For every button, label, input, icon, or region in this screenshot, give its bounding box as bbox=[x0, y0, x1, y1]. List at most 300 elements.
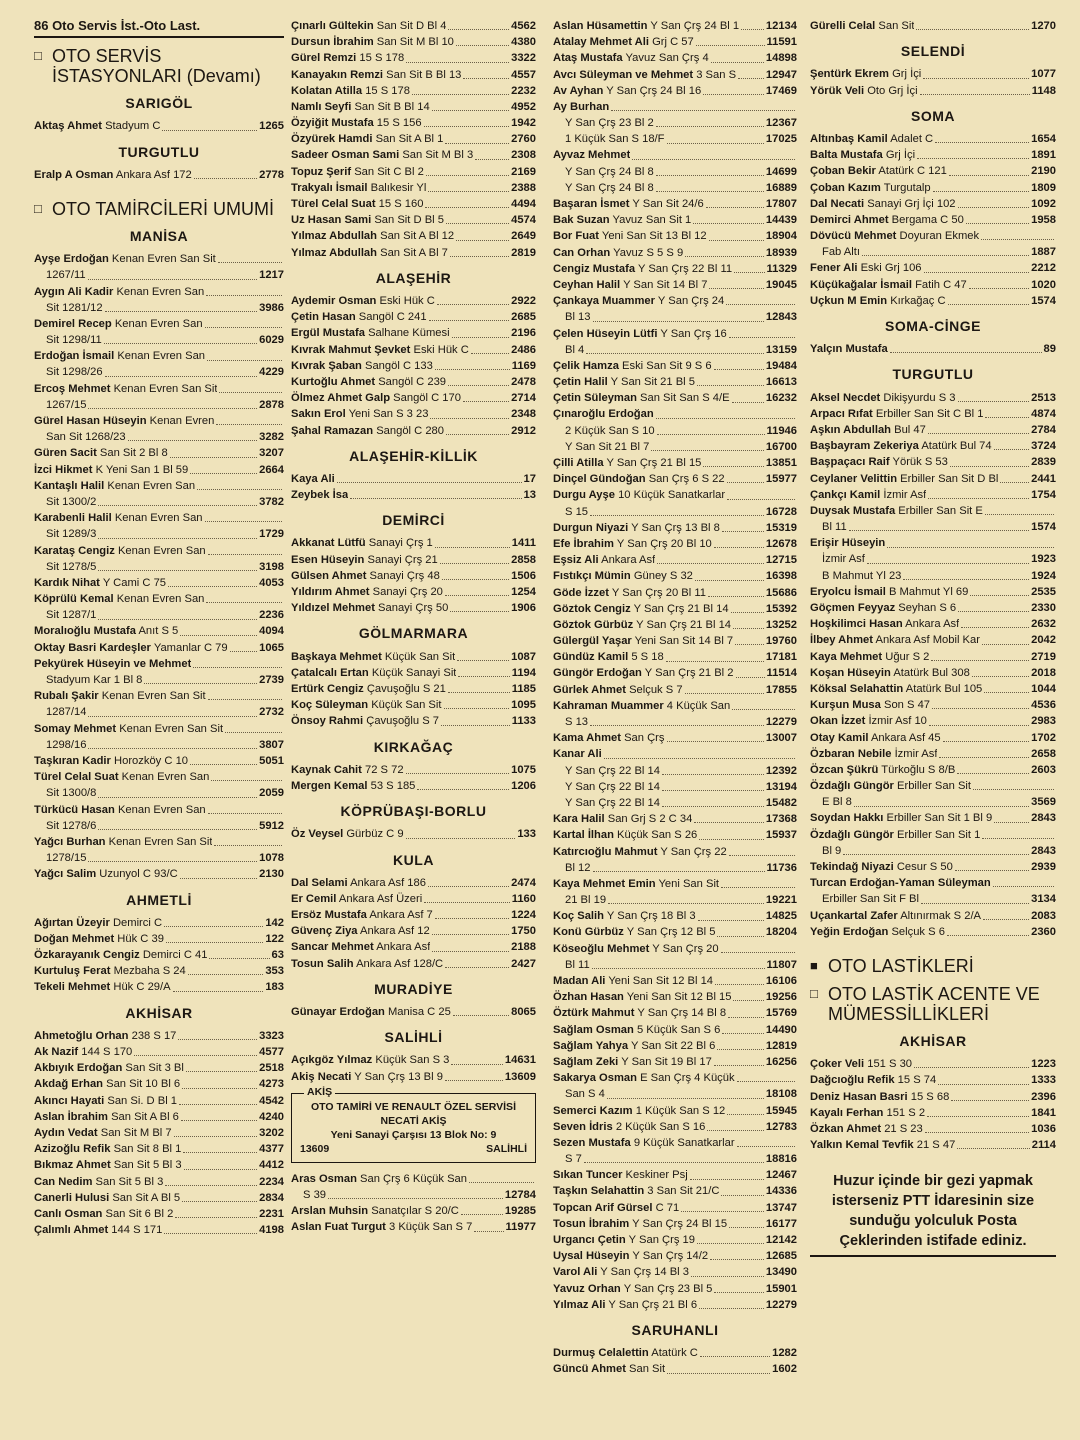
list-item bbox=[553, 957, 797, 973]
dot-leader bbox=[181, 1120, 257, 1121]
entry-address: Sit 1287/1 bbox=[46, 609, 97, 622]
entry-text bbox=[34, 915, 162, 931]
list-item bbox=[810, 390, 1056, 406]
phone-number: 1265 bbox=[259, 120, 284, 133]
phone-number: 2719 bbox=[1031, 650, 1056, 663]
dot-leader bbox=[947, 935, 1029, 936]
entry-address: Yeni San Sit 13 Bl 12 bbox=[601, 230, 707, 243]
entry-name: Akbıyık Erdoğan bbox=[34, 1062, 123, 1075]
phone-number: 11977 bbox=[505, 1221, 536, 1234]
dot-leader bbox=[190, 473, 257, 474]
entry-name: Kardık Nihat bbox=[34, 576, 100, 589]
phone-number: 19285 bbox=[504, 1205, 536, 1218]
phone-number: 1075 bbox=[511, 763, 536, 776]
list-item bbox=[810, 746, 1056, 762]
entry-text bbox=[291, 390, 461, 406]
dot-leader bbox=[721, 887, 795, 888]
phone-number: 2018 bbox=[1031, 666, 1056, 679]
phone-number: 2114 bbox=[1031, 1139, 1056, 1152]
phone-number: 2441 bbox=[1031, 472, 1056, 485]
entry-text bbox=[34, 1093, 177, 1109]
list-item bbox=[291, 1052, 536, 1068]
list-item bbox=[810, 568, 1056, 584]
dot-leader bbox=[726, 304, 795, 305]
entry-address: 10 Küçük Sanatkarlar bbox=[618, 489, 726, 502]
town-header: AKHİSAR bbox=[125, 1004, 193, 1021]
entry-name: Eralp A Osman bbox=[34, 168, 114, 181]
list-item bbox=[553, 552, 797, 568]
entry-name: Can Nedim bbox=[34, 1175, 93, 1188]
entry-address: Erbiller San Sit 1 Bl 9 bbox=[886, 812, 993, 825]
entry-address: Mezbaha S 24 bbox=[113, 965, 186, 978]
entry-text bbox=[553, 746, 602, 762]
entry-name: Güren Sacit bbox=[34, 447, 97, 460]
town-header: MURADİYE bbox=[374, 980, 453, 997]
list-item bbox=[810, 212, 1056, 228]
entry-address: Y San Çrş 23 Bl 2 bbox=[565, 117, 654, 130]
dot-leader bbox=[429, 320, 510, 321]
entry-address: 144 S 170 bbox=[81, 1046, 133, 1059]
entry-address: K Yeni San 1 Bl 59 bbox=[95, 463, 189, 476]
entry-address: San Sit 10 Bl 6 bbox=[106, 1078, 181, 1091]
entry-name: Çilli Atilla bbox=[553, 457, 604, 470]
phone-number: 16700 bbox=[765, 440, 797, 453]
entry-text bbox=[553, 617, 731, 633]
entry-name: Bak Suzan bbox=[553, 214, 610, 227]
dot-leader bbox=[208, 813, 282, 814]
dot-leader bbox=[717, 936, 763, 937]
list-item bbox=[34, 753, 284, 769]
list-item bbox=[553, 115, 797, 131]
entry-address: Çavuşoğlu S 7 bbox=[366, 715, 439, 728]
entry-text bbox=[822, 794, 852, 810]
entry-address: Y San Çrş 24 Bl 8 bbox=[565, 181, 654, 194]
list-item bbox=[810, 665, 1056, 681]
phone-number: 16613 bbox=[765, 376, 797, 389]
entry-address: Atatürk Bul 308 bbox=[893, 666, 970, 679]
entry-name: Eryolcu İsmail bbox=[810, 585, 886, 598]
entry-name: Çalımlı Ahmet bbox=[34, 1224, 109, 1237]
entry-text bbox=[553, 196, 704, 212]
entry-text bbox=[810, 1089, 949, 1105]
entry-name: Pekyürek Hüseyin ve Mehmet bbox=[34, 657, 192, 670]
entry-address: Sit 1298/26 bbox=[46, 366, 103, 379]
entry-address: 15 S 156 bbox=[376, 117, 422, 130]
list-item bbox=[291, 131, 536, 147]
entry-name: Ay Burhan bbox=[553, 100, 610, 113]
dot-leader bbox=[695, 580, 764, 581]
dot-leader bbox=[973, 789, 1054, 790]
list-item bbox=[34, 397, 284, 413]
entry-name: Aksel Necdet bbox=[810, 391, 881, 404]
entry-address: Küçük Sanayi Sit bbox=[371, 666, 457, 679]
dot-leader bbox=[105, 376, 258, 377]
phone-number: 2234 bbox=[259, 1175, 284, 1188]
dot-leader bbox=[453, 1015, 509, 1016]
phone-number: 12142 bbox=[765, 1234, 797, 1247]
entry-text bbox=[34, 1157, 182, 1173]
phone-number: 1891 bbox=[1031, 149, 1056, 162]
entry-address: San Sit M Bl 10 bbox=[376, 36, 454, 49]
phone-number: 16889 bbox=[765, 181, 797, 194]
entry-name: Gürel Hasan Hüseyin bbox=[34, 415, 147, 428]
phone-number: 1185 bbox=[511, 682, 536, 695]
entry-address: San Sit C Bl 2 bbox=[354, 165, 424, 178]
entry-address: Y San Çrş 21 Bl 14 bbox=[636, 618, 732, 631]
entry-text bbox=[553, 1038, 715, 1054]
list-item bbox=[553, 228, 797, 244]
entry-text bbox=[810, 438, 992, 454]
entry-text bbox=[553, 261, 732, 277]
entry-name: Yılmaz Abdullah bbox=[291, 246, 377, 259]
entry-text bbox=[291, 568, 440, 584]
section-title bbox=[810, 956, 1056, 976]
entry-text bbox=[553, 471, 725, 487]
entry-name: Çoker Veli bbox=[810, 1058, 865, 1071]
entry-text bbox=[553, 83, 701, 99]
dot-leader bbox=[193, 667, 282, 668]
dot-leader bbox=[867, 563, 1029, 564]
entry-text bbox=[34, 591, 204, 607]
entry-name: Öztürk Mahmut bbox=[553, 1007, 635, 1020]
dot-leader bbox=[164, 1233, 257, 1234]
entry-address: San Çrş 6 Küçük San bbox=[360, 1172, 467, 1185]
dot-leader bbox=[88, 279, 258, 280]
dot-leader bbox=[714, 369, 764, 370]
dot-leader bbox=[690, 1179, 764, 1180]
entry-address: Seyhan S 6 bbox=[898, 602, 957, 615]
entry-name: Bıkmaz Ahmet bbox=[34, 1159, 111, 1172]
phone-number: 17368 bbox=[765, 813, 797, 826]
list-item bbox=[34, 575, 284, 591]
list-item bbox=[34, 381, 284, 397]
list-item bbox=[553, 1086, 797, 1102]
entry-text bbox=[553, 827, 697, 843]
list-item bbox=[553, 1135, 797, 1151]
entry-text bbox=[822, 551, 865, 567]
entry-text bbox=[291, 1219, 472, 1235]
entry-address: Küçük San S 26 bbox=[617, 829, 698, 842]
list-item bbox=[810, 859, 1056, 875]
dot-leader bbox=[463, 401, 509, 402]
col-3 bbox=[810, 18, 1056, 1257]
phone-number: 2388 bbox=[511, 181, 536, 194]
dot-leader bbox=[440, 563, 509, 564]
entry-address: Kenan Evren San Sit bbox=[113, 382, 218, 395]
entry-name: Gündüz Kamil bbox=[553, 651, 629, 664]
list-item bbox=[34, 251, 284, 267]
dot-leader bbox=[607, 1098, 764, 1099]
entry-address: 2 Küçük San S 16 bbox=[615, 1120, 706, 1133]
dot-leader bbox=[432, 951, 509, 952]
list-item bbox=[34, 316, 284, 332]
dot-leader bbox=[657, 563, 764, 564]
entry-name: Moralıoğlu Mustafa bbox=[34, 625, 136, 638]
dot-leader bbox=[457, 660, 509, 661]
dot-leader bbox=[700, 1356, 770, 1357]
entry-address: Erbiller San Sit bbox=[897, 780, 972, 793]
dot-leader bbox=[722, 531, 764, 532]
phone-number: 1020 bbox=[1031, 278, 1056, 291]
dot-leader bbox=[208, 699, 282, 700]
entry-address: S 15 bbox=[565, 505, 589, 518]
entry-text bbox=[46, 364, 103, 380]
entry-text bbox=[553, 18, 739, 34]
list-item bbox=[34, 284, 284, 300]
phone-number: 14439 bbox=[765, 214, 797, 227]
entry-address: Sanayi Çrş 1 bbox=[368, 537, 433, 550]
dot-leader bbox=[711, 62, 764, 63]
entry-text bbox=[34, 478, 195, 494]
entry-name: Kurşun Musa bbox=[810, 699, 881, 712]
dot-leader bbox=[593, 321, 764, 322]
entry-text bbox=[46, 494, 96, 510]
dot-leader bbox=[412, 94, 509, 95]
list-item bbox=[34, 445, 284, 461]
dot-leader bbox=[667, 1373, 770, 1374]
entry-name: Koç Süleyman bbox=[291, 699, 369, 712]
entry-address: San Sit San S 4/E bbox=[640, 392, 730, 405]
list-item bbox=[553, 779, 797, 795]
entry-address: 2 Küçük San S 10 bbox=[565, 424, 655, 437]
entry-name: Yağcı Burhan bbox=[34, 835, 106, 848]
list-item bbox=[291, 406, 536, 422]
entry-text bbox=[34, 753, 188, 769]
dot-leader bbox=[458, 676, 509, 677]
entry-name: Dal Selami bbox=[291, 876, 348, 889]
list-item bbox=[553, 925, 797, 941]
list-item bbox=[34, 947, 284, 963]
entry-text bbox=[34, 251, 216, 267]
entry-address: Yeni San Sit 12 Bl 15 bbox=[626, 991, 732, 1004]
list-item bbox=[34, 1109, 284, 1125]
entry-address: 1267/15 bbox=[46, 398, 87, 411]
empty-square-icon: □ bbox=[34, 200, 42, 216]
entry-text bbox=[291, 147, 473, 163]
list-item bbox=[291, 83, 536, 99]
entry-address: Y San Çrş 18 Bl 3 bbox=[606, 910, 696, 923]
entry-address: Y San Sit 21 Bl 7 bbox=[565, 440, 650, 453]
entry-address: Bl 4 bbox=[565, 343, 585, 356]
entry-text bbox=[810, 810, 992, 826]
dot-leader bbox=[715, 984, 764, 985]
entry-text bbox=[291, 762, 404, 778]
dot-leader bbox=[432, 934, 509, 935]
entry-text bbox=[810, 147, 915, 163]
entry-name: Uçankartal Zafer bbox=[810, 909, 898, 922]
entry-address: Küçük San Sit bbox=[384, 650, 456, 663]
list-item bbox=[553, 1038, 797, 1054]
entry-name: Sağlam Osman bbox=[553, 1023, 634, 1036]
entry-text bbox=[810, 390, 956, 406]
entry-text bbox=[810, 600, 956, 616]
entry-text bbox=[46, 704, 86, 720]
dot-leader bbox=[706, 207, 764, 208]
phone-number: 2983 bbox=[1031, 715, 1056, 728]
entry-text bbox=[34, 462, 188, 478]
phone-number: 13194 bbox=[765, 780, 797, 793]
list-item bbox=[291, 471, 536, 487]
entry-address: Sit 1289/3 bbox=[46, 528, 97, 541]
entry-text bbox=[291, 245, 448, 261]
entry-text bbox=[291, 487, 348, 503]
entry-text bbox=[553, 552, 655, 568]
entry-address: Horozköy C 10 bbox=[114, 754, 189, 767]
entry-address: 21 S 47 bbox=[916, 1139, 956, 1152]
entry-text bbox=[46, 737, 86, 753]
dot-leader bbox=[734, 272, 764, 273]
entry-address: Ankara Asf 7 bbox=[369, 909, 433, 922]
list-item bbox=[291, 891, 536, 907]
dot-leader bbox=[211, 780, 282, 781]
entry-text bbox=[34, 947, 207, 963]
list-item bbox=[291, 180, 536, 196]
list-item bbox=[34, 785, 284, 801]
dot-leader bbox=[197, 489, 282, 490]
entry-text bbox=[565, 860, 591, 876]
list-item bbox=[810, 762, 1056, 778]
entry-name: Namlı Seyfi bbox=[291, 100, 352, 113]
entry-text bbox=[810, 746, 937, 762]
phone-number: 15392 bbox=[765, 602, 797, 615]
dot-leader bbox=[733, 1000, 763, 1001]
entry-name: Göçmen Feyyaz bbox=[810, 602, 896, 615]
list-item bbox=[291, 50, 536, 66]
list-item bbox=[34, 118, 284, 134]
entry-name: Çetin Süleyman bbox=[553, 392, 637, 405]
dot-leader bbox=[935, 142, 1029, 143]
list-item bbox=[553, 763, 797, 779]
phone-number: 4229 bbox=[259, 366, 284, 379]
entry-name: Ahmetoğlu Orhan bbox=[34, 1029, 129, 1042]
list-item bbox=[34, 834, 284, 850]
entry-text bbox=[810, 18, 914, 34]
phone-number: 1958 bbox=[1031, 213, 1056, 226]
entry-text bbox=[291, 665, 456, 681]
entry-name: Çınaroğlu Erdoğan bbox=[553, 408, 654, 421]
entry-name: Rubalı Şakir bbox=[34, 690, 99, 703]
dot-leader bbox=[733, 628, 764, 629]
entry-address: Cesur S 50 bbox=[896, 861, 953, 874]
list-item bbox=[291, 212, 536, 228]
list-item bbox=[291, 148, 536, 164]
entry-name: Arpacı Rıfat bbox=[810, 407, 873, 420]
phone-number: 3782 bbox=[259, 495, 284, 508]
entry-address: Bul 47 bbox=[894, 423, 926, 436]
entry-name: Somay Mehmet bbox=[34, 722, 117, 735]
list-item bbox=[34, 607, 284, 623]
dot-leader bbox=[982, 838, 1054, 839]
dot-leader bbox=[461, 1214, 503, 1215]
phone-number: 16177 bbox=[765, 1217, 797, 1230]
list-item bbox=[34, 1190, 284, 1206]
dot-leader bbox=[214, 845, 282, 846]
phone-number: 2760 bbox=[511, 133, 536, 146]
town-header: SOMA-CİNGE bbox=[885, 318, 981, 335]
list-item bbox=[553, 633, 797, 649]
entry-text bbox=[553, 1297, 697, 1313]
phone-number: 3202 bbox=[259, 1126, 284, 1139]
list-item bbox=[291, 342, 536, 358]
dot-leader bbox=[183, 1152, 257, 1153]
entry-text bbox=[291, 600, 448, 616]
entry-text bbox=[553, 585, 706, 601]
entry-name: Altınbaş Kamil bbox=[810, 132, 888, 145]
entry-text bbox=[822, 891, 919, 907]
entry-text bbox=[46, 397, 86, 413]
phone-number: 4377 bbox=[259, 1143, 284, 1156]
entry-address: Hük C 29/A bbox=[113, 981, 171, 994]
dot-leader bbox=[862, 255, 1029, 256]
entry-address: Yavuz San Çrş 4 bbox=[625, 52, 709, 65]
list-item bbox=[810, 1105, 1056, 1121]
entry-address: Kenan Evren San Sit bbox=[119, 722, 224, 735]
entry-name: Tekeli Mehmet bbox=[34, 981, 111, 994]
list-item bbox=[810, 438, 1056, 454]
entry-name: Aslan Hüsamettin bbox=[553, 19, 648, 32]
phone-number: 2685 bbox=[511, 311, 536, 324]
phone-number: 2714 bbox=[511, 392, 536, 405]
dot-leader bbox=[854, 806, 1029, 807]
entry-name: Kara Halil bbox=[553, 813, 605, 826]
list-item bbox=[553, 423, 797, 439]
list-item bbox=[553, 326, 797, 342]
list-item bbox=[810, 147, 1056, 163]
entry-name: Başpaçacı Raif bbox=[810, 456, 890, 469]
entry-name: Başaran İsmet bbox=[553, 198, 630, 211]
list-item bbox=[553, 844, 797, 860]
dot-leader bbox=[948, 304, 1030, 305]
phone-number: 3724 bbox=[1031, 440, 1056, 453]
entry-name: Uz Hasan Sami bbox=[291, 214, 372, 227]
phone-number: 13 bbox=[523, 489, 536, 502]
entry-address: 9 Küçük Sanatkarlar bbox=[633, 1136, 735, 1149]
list-item bbox=[553, 568, 797, 584]
dot-leader bbox=[732, 402, 764, 403]
dot-leader bbox=[432, 110, 509, 111]
dot-leader bbox=[98, 570, 257, 571]
entry-text bbox=[810, 665, 970, 681]
entry-name: Azizoğlu Refik bbox=[34, 1143, 111, 1156]
entry-address: Atatürk C bbox=[651, 1347, 698, 1360]
phone-number: 2658 bbox=[1031, 747, 1056, 760]
entry-address: 3 San Sit 21/C bbox=[647, 1185, 720, 1198]
dot-leader bbox=[88, 716, 257, 717]
phone-number: 2130 bbox=[259, 868, 284, 881]
entry-text bbox=[810, 66, 921, 82]
dot-leader bbox=[425, 207, 509, 208]
list-item bbox=[34, 769, 284, 785]
entry-name: Aydemir Osman bbox=[291, 295, 377, 307]
dot-leader bbox=[165, 1185, 257, 1186]
entry-name: Küçükağalar İsmail bbox=[810, 278, 912, 291]
entry-address: 151 S 30 bbox=[867, 1058, 913, 1071]
dot-leader bbox=[209, 958, 269, 959]
list-item bbox=[291, 18, 536, 34]
entry-text bbox=[810, 1137, 955, 1153]
dot-leader bbox=[590, 515, 764, 516]
phone-number: 15901 bbox=[765, 1282, 797, 1295]
entry-name: Kahraman Muammer bbox=[553, 699, 664, 712]
phone-number: 2834 bbox=[259, 1191, 284, 1204]
phone-number: 1254 bbox=[511, 586, 536, 599]
phone-number: 1923 bbox=[1031, 553, 1056, 566]
dot-leader bbox=[662, 806, 764, 807]
entry-address: Sit 1278/5 bbox=[46, 560, 97, 573]
dot-leader bbox=[917, 158, 1029, 159]
entry-name: Özkarayanık Cengiz bbox=[34, 949, 140, 962]
phone-number: 1223 bbox=[1031, 1058, 1056, 1071]
